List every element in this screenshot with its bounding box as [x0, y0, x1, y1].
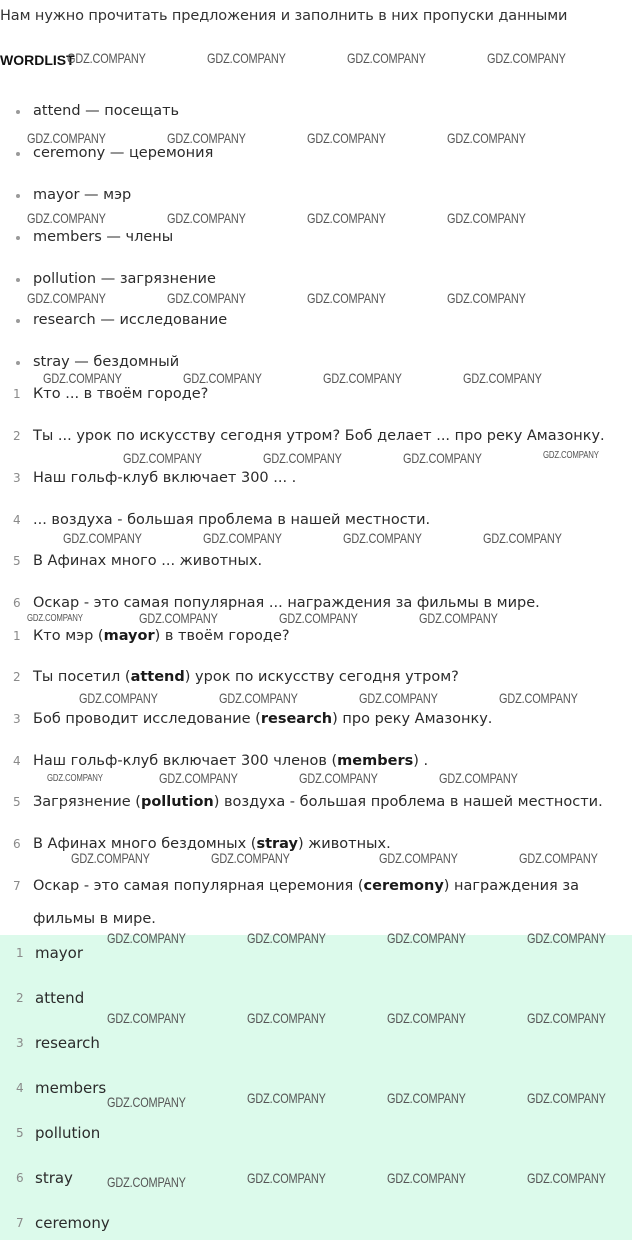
watermark: GDZ.COMPANY — [247, 1010, 326, 1026]
watermark: GDZ.COMPANY — [159, 770, 238, 786]
answer-item — [0, 986, 632, 1010]
answer-text: research — [35, 1034, 100, 1052]
watermark: GDZ.COMPANY — [167, 290, 246, 306]
watermark: GDZ.COMPANY — [359, 690, 438, 706]
item-number: 5 — [13, 554, 21, 568]
watermark: GDZ.COMPANY — [447, 290, 526, 306]
watermark: GDZ.COMPANY — [123, 450, 202, 466]
answer-word: stray — [256, 836, 298, 852]
item-number: 2 — [13, 429, 21, 443]
item-number: 4 — [13, 754, 21, 768]
question-item — [0, 467, 632, 489]
answer-item — [0, 1211, 632, 1235]
watermark: GDZ.COMPANY — [463, 370, 542, 386]
answer-text: pollution — [35, 1124, 101, 1142]
watermark: GDZ.COMPANY — [27, 130, 106, 146]
watermark: GDZ.COMPANY — [447, 130, 526, 146]
watermark: GDZ.COMPANY — [279, 610, 358, 626]
question-text: ... воздуха - большая проблема в нашей местности. — [33, 512, 431, 528]
watermark: GDZ.COMPANY — [183, 370, 262, 386]
watermark: GDZ.COMPANY — [247, 1170, 326, 1186]
item-number: 6 — [13, 837, 21, 851]
question-text: В Афинах много ... животных. — [33, 553, 263, 569]
wordlist-item-text: stray — бездомный — [33, 354, 180, 370]
wordlist-item-text: ceremony — церемония — [33, 145, 214, 161]
wordlist-title: WORDLIST — [0, 52, 75, 68]
watermark: GDZ.COMPANY — [203, 530, 282, 546]
item-number: 4 — [13, 513, 21, 527]
filled-item — [0, 791, 632, 813]
watermark: GDZ.COMPANY — [527, 1090, 606, 1106]
watermark: GDZ.COMPANY — [419, 610, 498, 626]
item-number: 5 — [13, 795, 21, 809]
watermark: GDZ.COMPANY — [403, 450, 482, 466]
item-number: 6 — [13, 596, 21, 610]
filled-text: Ты посетил (attend) урок по искусству сегодня утром? — [33, 669, 459, 685]
bullet-icon — [16, 319, 20, 323]
watermark: GDZ.COMPANY — [527, 930, 606, 946]
question-text: Кто ... в твоём городе? — [33, 386, 209, 402]
answer-word: ceremony — [363, 878, 444, 894]
watermark: GDZ.COMPANY — [219, 690, 298, 706]
watermark: GDZ.COMPANY — [63, 530, 142, 546]
filled-text: Загрязнение (pollution) воздуха - большая проблема в нашей местности. — [33, 794, 603, 810]
wordlist-item-text: attend — посещать — [33, 103, 180, 119]
question-text: Наш гольф-клуб включает 300 ... . — [33, 470, 297, 486]
watermark: GDZ.COMPANY — [107, 1094, 186, 1110]
watermark: GDZ.COMPANY — [247, 930, 326, 946]
wordlist-item-text: mayor — мэр — [33, 187, 132, 203]
watermark: GDZ.COMPANY — [263, 450, 342, 466]
item-number: 2 — [16, 991, 24, 1005]
watermark: GDZ.COMPANY — [27, 210, 106, 226]
question-item — [0, 383, 632, 405]
watermark: GDZ.COMPANY — [79, 690, 158, 706]
watermark: GDZ.COMPANY — [499, 690, 578, 706]
watermark: GDZ.COMPANY — [207, 50, 286, 66]
answer-word: mayor — [103, 628, 155, 644]
filled-item — [0, 625, 632, 647]
watermark: GDZ.COMPANY — [347, 50, 426, 66]
watermark: GDZ.COMPANY — [71, 850, 150, 866]
bullet-icon — [16, 110, 20, 114]
wordlist-item — [0, 100, 632, 122]
item-number: 1 — [16, 946, 24, 960]
answer-word: research — [260, 711, 333, 727]
watermark: GDZ.COMPANY — [527, 1170, 606, 1186]
wordlist-item — [0, 309, 632, 331]
question-item — [0, 550, 632, 572]
filled-text: Наш гольф-клуб включает 300 членов (members) . — [33, 753, 429, 769]
question-item — [0, 425, 632, 447]
filled-item — [0, 875, 632, 897]
watermark: GDZ.COMPANY — [47, 773, 103, 784]
item-number: 3 — [13, 712, 21, 726]
item-number: 4 — [16, 1081, 24, 1095]
item-number: 1 — [13, 629, 21, 643]
wordlist-item — [0, 268, 632, 290]
watermark: GDZ.COMPANY — [211, 850, 290, 866]
item-number: 6 — [16, 1171, 24, 1185]
wordlist-item-text: members — члены — [33, 229, 174, 245]
wordlist-item — [0, 226, 632, 248]
watermark: GDZ.COMPANY — [67, 50, 146, 66]
answer-word: members — [337, 753, 414, 769]
watermark: GDZ.COMPANY — [447, 210, 526, 226]
filled-text: Боб проводит исследование (research) про реку Амазонку. — [33, 711, 493, 727]
watermark: GDZ.COMPANY — [323, 370, 402, 386]
question-text: Ты ... урок по искусству сегодня утром? Боб делает ... про реку Амазонку. — [33, 428, 605, 444]
item-number: 5 — [16, 1126, 24, 1140]
watermark: GDZ.COMPANY — [27, 290, 106, 306]
watermark: GDZ.COMPANY — [439, 770, 518, 786]
watermark: GDZ.COMPANY — [107, 930, 186, 946]
watermark: GDZ.COMPANY — [139, 610, 218, 626]
watermark: GDZ.COMPANY — [247, 1090, 326, 1106]
bullet-icon — [16, 278, 20, 282]
watermark: GDZ.COMPANY — [27, 613, 83, 624]
wordlist-item — [0, 184, 632, 206]
bullet-icon — [16, 152, 20, 156]
question-text: Оскар - это самая популярная ... награждения за фильмы в мире. — [33, 595, 540, 611]
filled-item — [0, 750, 632, 772]
item-number: 2 — [13, 670, 21, 684]
answer-item — [0, 1121, 632, 1145]
bullet-icon — [16, 361, 20, 365]
filled-text: В Афинах много бездомных (stray) животных. — [33, 836, 391, 852]
watermark: GDZ.COMPANY — [167, 130, 246, 146]
filled-text: Оскар - это самая популярная церемония (ceremony) награждения за — [33, 878, 579, 894]
watermark: GDZ.COMPANY — [543, 450, 599, 461]
intro-text: Нам нужно прочитать предложения и заполнить в них пропуски данными — [0, 8, 568, 24]
watermark: GDZ.COMPANY — [379, 850, 458, 866]
watermark: GDZ.COMPANY — [387, 1010, 466, 1026]
bullet-icon — [16, 236, 20, 240]
watermark: GDZ.COMPANY — [487, 50, 566, 66]
watermark: GDZ.COMPANY — [299, 770, 378, 786]
answer-text: attend — [35, 989, 85, 1007]
answer-word: attend — [130, 669, 185, 685]
answer-text: mayor — [35, 944, 84, 962]
filled-text: Кто мэр (mayor) в твоём городе? — [33, 628, 290, 644]
item-number: 7 — [16, 1216, 24, 1230]
watermark: GDZ.COMPANY — [307, 210, 386, 226]
question-item — [0, 509, 632, 531]
watermark: GDZ.COMPANY — [307, 130, 386, 146]
bullet-icon — [16, 194, 20, 198]
watermark: GDZ.COMPANY — [387, 930, 466, 946]
item-number: 7 — [13, 879, 21, 893]
watermark: GDZ.COMPANY — [483, 530, 562, 546]
watermark: GDZ.COMPANY — [519, 850, 598, 866]
answer-text: stray — [35, 1169, 73, 1187]
wordlist-item-text: research — исследование — [33, 312, 228, 328]
watermark: GDZ.COMPANY — [343, 530, 422, 546]
answer-word: pollution — [140, 794, 214, 810]
watermark: GDZ.COMPANY — [307, 290, 386, 306]
wordlist-item-text: pollution — загрязнение — [33, 271, 216, 287]
item-number: 3 — [16, 1036, 24, 1050]
watermark: GDZ.COMPANY — [387, 1170, 466, 1186]
answers-block — [0, 935, 632, 1240]
item-number: 1 — [13, 387, 21, 401]
watermark: GDZ.COMPANY — [43, 370, 122, 386]
watermark: GDZ.COMPANY — [107, 1010, 186, 1026]
watermark: GDZ.COMPANY — [167, 210, 246, 226]
item-number: 3 — [13, 471, 21, 485]
watermark: GDZ.COMPANY — [387, 1090, 466, 1106]
answer-text: members — [35, 1079, 107, 1097]
watermark: GDZ.COMPANY — [527, 1010, 606, 1026]
answer-text: ceremony — [35, 1214, 110, 1232]
filled-item-continuation — [0, 908, 632, 930]
filled-item — [0, 708, 632, 730]
filled-text: фильмы в мире. — [33, 911, 156, 927]
watermark: GDZ.COMPANY — [107, 1174, 186, 1190]
filled-item — [0, 666, 632, 688]
answer-item — [0, 1031, 632, 1055]
